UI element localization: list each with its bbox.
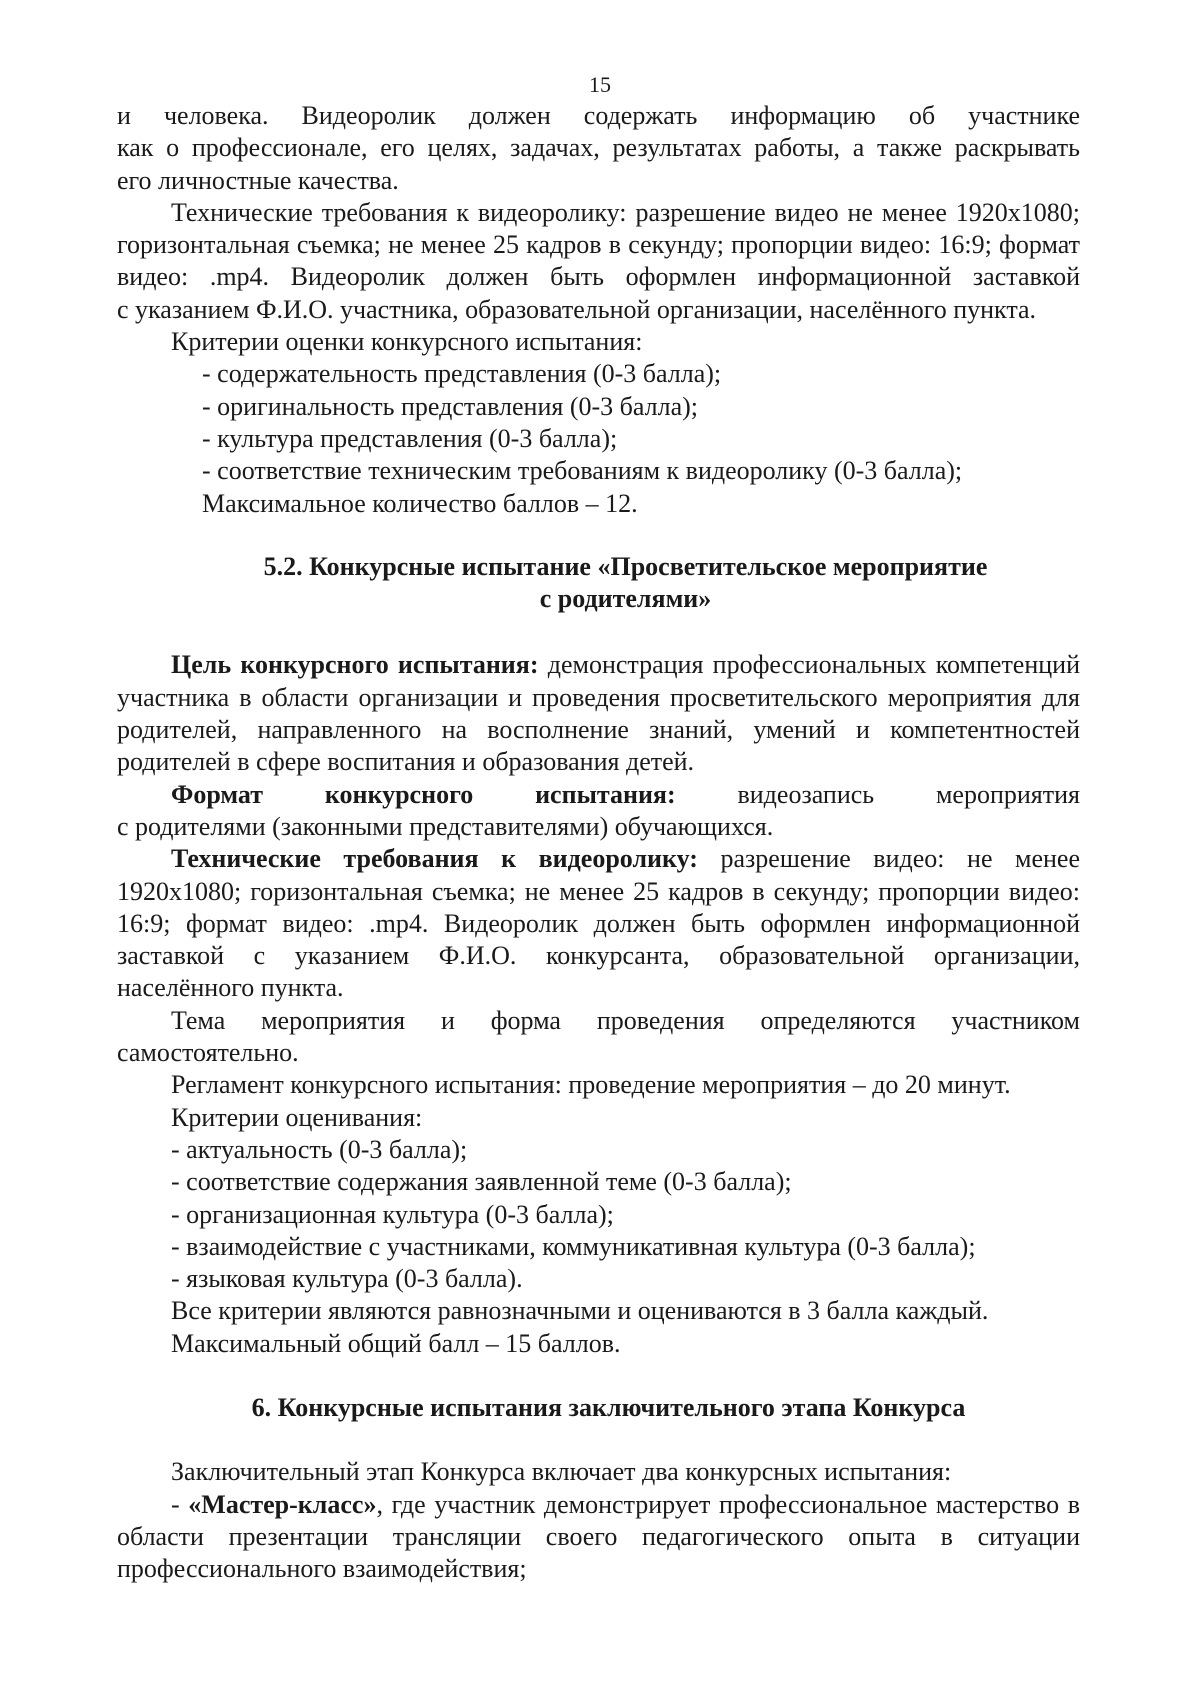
criteria-item: - оригинальность представления (0-3 балла); (202, 391, 699, 421)
tech-requirements-line: с указанием Ф.И.О. участника, образовательной организации, населённого пункта. (117, 294, 1037, 324)
final-stage-intro: Заключительный этап Конкурса включает два конкурсных испытания: (171, 1457, 952, 1487)
goal-line: участника в области организации и проведения просветительского мероприятия для (117, 682, 1080, 712)
goal-line: родителей в сфере воспитания и образования детей. (117, 747, 695, 777)
master-class-label: «Мастер-класс» (188, 1489, 377, 1519)
section-heading: 6. Конкурсные испытания заключительного этапа Конкурса (251, 1392, 966, 1422)
paragraph-line: его личностные качества. (117, 165, 399, 195)
paragraph-line: и человека. Видеоролик должен содержать информацию об участнике (117, 101, 1080, 130)
section-heading: с родителями» (539, 584, 712, 614)
criteria-item: - культура представления (0-3 балла); (202, 423, 618, 453)
master-class-line: области презентации трансляции своего педагогического опыта в ситуации (117, 1521, 1080, 1551)
master-class-line: - «Мастер-класс», где участник демонстрирует профессиональное мастерство в (171, 1489, 1080, 1519)
theme-line: самостоятельно. (117, 1038, 299, 1068)
criteria-item: - языковая культура (0-3 балла). (171, 1264, 523, 1294)
theme-line: Тема мероприятия и форма проведения определяются участником (171, 1005, 1080, 1035)
tech-line: населённого пункта. (117, 973, 344, 1003)
criteria-item: - соответствие содержания заявленной теме (0-3 балла); (171, 1167, 792, 1197)
equal-criteria: Все критерии являются равнозначными и оцениваются в 3 балла каждый. (171, 1296, 989, 1326)
tech-line: заставкой с указанием Ф.И.О. конкурсанта, образовательной организации, (117, 941, 1080, 971)
tech-label: Технические требования к видеоролику: (171, 844, 698, 874)
criteria-item: - соответствие техническим требованиям к видеоролику (0-3 балла); (202, 456, 963, 486)
paragraph-line: как о профессионале, его целях, задачах, результатах работы, а также раскрывать (117, 133, 1080, 163)
criteria-item: - содержательность представления (0-3 балла); (202, 359, 722, 389)
tech-requirements-line: Технические требования к видеоролику: разрешение видео не менее 1920х1080; (171, 197, 1080, 227)
goal-line: родителей, направленного на восполнение знаний, умений и компетентностей (117, 715, 1080, 745)
page-number: 15 (589, 72, 611, 97)
goal-label: Цель конкурсного испытания: (171, 650, 539, 680)
tech-line: 1920х1080; горизонтальная съемка; не менее 25 кадров в секунду; пропорции видео: (117, 876, 1080, 906)
criteria-item: - организационная культура (0-3 балла); (171, 1199, 614, 1229)
section-heading: 5.2. Конкурсные испытание «Просветительское мероприятие (263, 551, 988, 581)
tech-requirements-line: горизонтальная съемка; не менее 25 кадров в секунду; пропорции видео: 16:9; формат (117, 230, 1080, 260)
tech-requirements-line: видео: .mp4. Видеоролик должен быть оформлен информационной заставкой (117, 262, 1080, 292)
master-class-line: профессионального взаимодействия; (117, 1554, 527, 1584)
max-score: Максимальный общий балл – 15 баллов. (171, 1328, 621, 1358)
reglament-line: Регламент конкурсного испытания: проведение мероприятия – до 20 минут. (171, 1070, 1011, 1100)
format-line: с родителями (законными представителями) обучающихся. (117, 811, 774, 841)
page-content (117, 100, 1080, 1585)
format-line: Формат конкурсного испытания: видеозапись мероприятия (171, 779, 1080, 809)
goal-line: Цель конкурсного испытания: демонстрация профессиональных компетенций (171, 650, 1081, 680)
max-score: Максимальное количество баллов – 12. (202, 488, 638, 518)
criteria-item: - актуальность (0-3 балла); (171, 1134, 468, 1164)
format-label: Формат конкурсного испытания: (171, 779, 676, 809)
tech-line: Технические требования к видеоролику: разрешение видео: не менее (171, 844, 1080, 874)
tech-line: 16:9; формат видео: .mp4. Видеоролик должен быть оформлен информационной (117, 908, 1080, 938)
criteria-title: Критерии оценивания: (171, 1102, 423, 1132)
criteria-item: - взаимодействие с участниками, коммуникативная культура (0-3 балла); (171, 1231, 976, 1261)
criteria-title: Критерии оценки конкурсного испытания: (171, 327, 643, 357)
